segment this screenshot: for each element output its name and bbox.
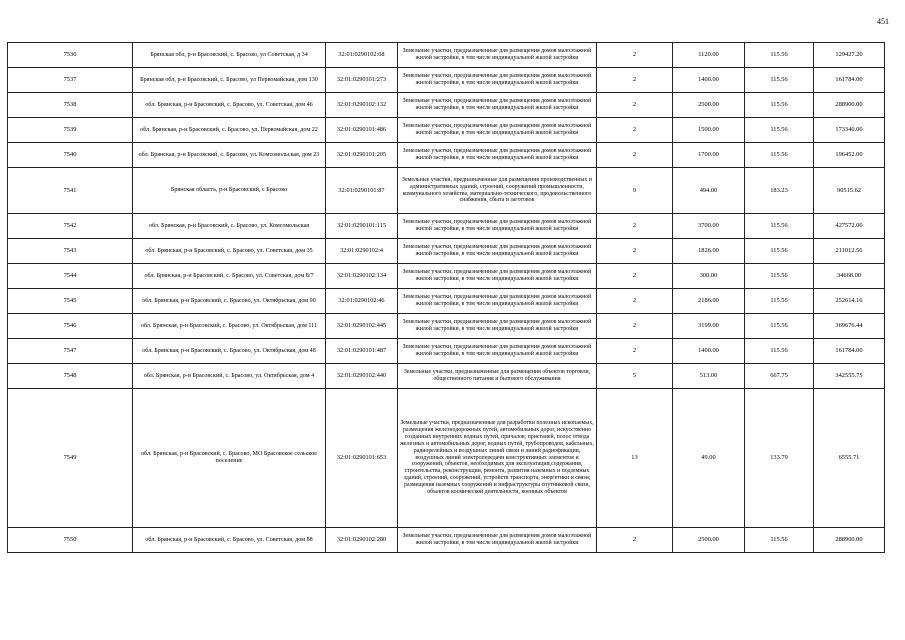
table-row — [8, 68, 885, 93]
table-row — [8, 289, 885, 314]
specific-value-cell: 183.23 — [745, 168, 814, 214]
group-cell: 2 — [597, 68, 673, 93]
group-cell: 2 — [597, 289, 673, 314]
cadastral-number-cell: 32:01:0290101:115 — [326, 214, 398, 239]
table-row — [8, 93, 885, 118]
table-row — [8, 168, 885, 214]
specific-value-cell: 667.75 — [745, 364, 814, 389]
area-cell: 513.00 — [673, 364, 745, 389]
address-cell: обл. Брянская, р-н Брасовский, с. Брасово, ул. Первомайская, дом 22 — [133, 118, 326, 143]
land-use-cell: Земельные участки, предназначенные для размещения домов малоэтажной жилой застройки, в том числе индивидуальной жилой застройки — [398, 239, 597, 264]
specific-value-cell: 115.56 — [745, 264, 814, 289]
row-number: 7540 — [8, 143, 133, 168]
address-cell: обл. Брянская, р-н Брасовский, с. Брасово, ул. Советская, дом 35 — [133, 239, 326, 264]
table-row — [8, 364, 885, 389]
area-cell: 3700.00 — [673, 214, 745, 239]
row-number: 7541 — [8, 168, 133, 214]
group-cell: 9 — [597, 168, 673, 214]
cadastral-value-cell: 196452.00 — [814, 143, 885, 168]
land-use-cell: Земельные участки, предназначенные для размещения производственных и административных зданий, строений, сооружений промышленности, коммунального хозяйства, материально-технического, продовольственного снабжения, сбыта и заготовок — [398, 168, 597, 214]
group-cell: 2 — [597, 93, 673, 118]
cadastral-value-cell: 161784.00 — [814, 339, 885, 364]
area-cell: 1500.00 — [673, 118, 745, 143]
cadastral-value-cell: 90515.62 — [814, 168, 885, 214]
area-cell: 1400.00 — [673, 68, 745, 93]
address-cell: обл. Брянская, р-н Брасовский, с. Брасово, ул. Октябрьская, дом 111 — [133, 314, 326, 339]
group-cell: 5 — [597, 364, 673, 389]
table-row — [8, 528, 885, 553]
area-cell: 1400.00 — [673, 339, 745, 364]
land-use-cell: Земельные участки, предназначенные для размещения объектов торговли, общественного питания и бытового обслуживания — [398, 364, 597, 389]
row-number: 7544 — [8, 264, 133, 289]
cadastral-number-cell: 32:01:0290102:280 — [326, 528, 398, 553]
specific-value-cell: 115.56 — [745, 289, 814, 314]
table-row — [8, 118, 885, 143]
specific-value-cell: 115.56 — [745, 339, 814, 364]
table-row — [8, 214, 885, 239]
table-row — [8, 389, 885, 528]
land-use-cell: Земельные участки, предназначенные для размещения домов малоэтажной жилой застройки, в том числе индивидуальной жилой застройки — [398, 289, 597, 314]
area-cell: 300.00 — [673, 264, 745, 289]
cadastral-value-cell: 34668.00 — [814, 264, 885, 289]
cadastral-value-table — [7, 42, 885, 553]
specific-value-cell: 115.56 — [745, 118, 814, 143]
row-number: 7550 — [8, 528, 133, 553]
specific-value-cell: 115.56 — [745, 143, 814, 168]
group-cell: 2 — [597, 143, 673, 168]
cadastral-number-cell: 32:01:0290101:205 — [326, 143, 398, 168]
address-cell: обл. Брянская, р-н Брасовский, с. Брасово, ул. Советская, дом 88 — [133, 528, 326, 553]
table-row — [8, 239, 885, 264]
cadastral-number-cell: 32:01:0290101:653 — [326, 389, 398, 528]
land-use-cell: Земельные участки, предназначенные для разработки полезных ископаемых, размещения железнодорожных путей, автомобильных дорог, искусственно созданных внутренних водных путей, причалов, пристаней, полос отвода железных и автомобильных дорог, водных путей, трубопроводов, кабельных, радиорелейных и воздушных линий связи и линий радиофикации, воздушных линий электропередачи конструктивных элементов и сооружений, объектов, необходимых для эксплуатации,содержания, строительства, реконструкции, ремонта, развития наземных и подземных зданий, строений, сооружений, устройств транспорта, энергетики и связи; размещения наземных сооружений и инфраструктуры спутниковой связи, объектов космической деятельности, военных объектов — [398, 389, 597, 528]
row-number: 7545 — [8, 289, 133, 314]
cadastral-value-cell: 288900.00 — [814, 93, 885, 118]
address-cell: обл. Брянская, р-н Брасовский, с. Брасово, МО Брасовское сельское поселение — [133, 389, 326, 528]
specific-value-cell: 115.56 — [745, 93, 814, 118]
cadastral-value-cell: 6555.71 — [814, 389, 885, 528]
specific-value-cell: 115.56 — [745, 314, 814, 339]
address-cell: обл. Брянская, р-н Брасовский, с. Брасово, ул. Октябрьская, дом 48 — [133, 339, 326, 364]
table-row — [8, 314, 885, 339]
specific-value-cell: 115.56 — [745, 528, 814, 553]
cadastral-value-cell: 161784.00 — [814, 68, 885, 93]
area-cell: 3199.00 — [673, 314, 745, 339]
land-use-cell: Земельные участки, предназначенные для размещения домов малоэтажной жилой застройки, в том числе индивидуальной жилой застройки — [398, 68, 597, 93]
cadastral-number-cell: 32:01:0290102:46 — [326, 289, 398, 314]
table-row — [8, 43, 885, 68]
specific-value-cell: 133.79 — [745, 389, 814, 528]
group-cell: 2 — [597, 264, 673, 289]
group-cell: 2 — [597, 43, 673, 68]
group-cell: 13 — [597, 389, 673, 528]
cadastral-number-cell: 32:01:0290102:132 — [326, 93, 398, 118]
row-number: 7543 — [8, 239, 133, 264]
cadastral-value-cell: 369676.44 — [814, 314, 885, 339]
address-cell: обл. Брянская, р-н Брасовский, с. Брасово, ул. Октябрьская, дом 90 — [133, 289, 326, 314]
cadastral-number-cell: 32:01:0290101:273 — [326, 68, 398, 93]
group-cell: 2 — [597, 239, 673, 264]
cadastral-number-cell: 32:01:0290102:68 — [326, 43, 398, 68]
area-cell: 49.00 — [673, 389, 745, 528]
row-number: 7549 — [8, 389, 133, 528]
group-cell: 2 — [597, 118, 673, 143]
address-cell: обл. Брянская, р-н Брасовский, с. Брасово, ул. Комсомольская — [133, 214, 326, 239]
cadastral-number-cell: 32:01:0290102:134 — [326, 264, 398, 289]
cadastral-value-cell: 252614.16 — [814, 289, 885, 314]
land-use-cell: Земельные участки, предназначенные для размещения домов малоэтажной жилой застройки, в том числе индивидуальной жилой застройки — [398, 118, 597, 143]
table-row — [8, 143, 885, 168]
row-number: 7546 — [8, 314, 133, 339]
page-number: 451 — [877, 17, 889, 26]
land-use-cell: Земельные участки, предназначенные для размещения домов малоэтажной жилой застройки, в том числе индивидуальной жилой застройки — [398, 528, 597, 553]
specific-value-cell: 115.56 — [745, 68, 814, 93]
land-use-cell: Земельные участки, предназначенные для размещения домов малоэтажной жилой застройки, в том числе индивидуальной жилой застройки — [398, 314, 597, 339]
group-cell: 2 — [597, 214, 673, 239]
cadastral-value-cell: 288900.00 — [814, 528, 885, 553]
specific-value-cell: 115.56 — [745, 214, 814, 239]
row-number: 7547 — [8, 339, 133, 364]
row-number: 7542 — [8, 214, 133, 239]
row-number: 7537 — [8, 68, 133, 93]
cadastral-value-cell: 427572.00 — [814, 214, 885, 239]
land-use-cell: Земельные участки, предназначенные для размещения домов малоэтажной жилой застройки, в том числе индивидуальной жилой застройки — [398, 93, 597, 118]
cadastral-number-cell: 32:01:0290102:4 — [326, 239, 398, 264]
address-cell: Брянская область, р-н Брасовский, с Брасово — [133, 168, 326, 214]
cadastral-number-cell: 32:01:0290101:487 — [326, 339, 398, 364]
cadastral-number-cell: 32:01:0290101:87 — [326, 168, 398, 214]
area-cell: 494.00 — [673, 168, 745, 214]
area-cell: 2186.00 — [673, 289, 745, 314]
group-cell: 2 — [597, 314, 673, 339]
row-number: 7536 — [8, 43, 133, 68]
cadastral-number-cell: 32:01:0290102:445 — [326, 314, 398, 339]
land-use-cell: Земельные участки, предназначенные для размещения домов малоэтажной жилой застройки, в том числе индивидуальной жилой застройки — [398, 264, 597, 289]
specific-value-cell: 115.56 — [745, 239, 814, 264]
area-cell: 1700.00 — [673, 143, 745, 168]
cadastral-value-cell: 173340.00 — [814, 118, 885, 143]
specific-value-cell: 115.56 — [745, 43, 814, 68]
land-use-cell: Земельные участки, предназначенные для размещения домов малоэтажной жилой застройки, в том числе индивидуальной жилой застройки — [398, 43, 597, 68]
address-cell: Брянская обл, р-н Брасовский, с. Брасово, ул Первомайская, дом 130 — [133, 68, 326, 93]
row-number: 7538 — [8, 93, 133, 118]
area-cell: 1826.00 — [673, 239, 745, 264]
address-cell: обл. Брянская, р-н Брасовский, с. Брасово, ул. Комсомольская, дом 23 — [133, 143, 326, 168]
address-cell: Брянская обл, р-н Брасовский, с. Брасово, ул Советская, д 34 — [133, 43, 326, 68]
address-cell: обл. Брянская, р-н Брасовский, с. Брасово, ул. Советская, дом 8/7 — [133, 264, 326, 289]
area-cell: 2500.00 — [673, 528, 745, 553]
land-use-cell: Земельные участки, предназначенные для размещения домов малоэтажной жилой застройки, в том числе индивидуальной жилой застройки — [398, 339, 597, 364]
group-cell: 2 — [597, 339, 673, 364]
cadastral-number-cell: 32:01:0290101:486 — [326, 118, 398, 143]
area-cell: 2500.00 — [673, 93, 745, 118]
address-cell: обл. Брянская, р-н Брасовский, с. Брасово, ул. Советская, дом 46 — [133, 93, 326, 118]
cadastral-value-cell: 342555.75 — [814, 364, 885, 389]
land-use-cell: Земельные участки, предназначенные для размещения домов малоэтажной жилой застройки, в том числе индивидуальной жилой застройки — [398, 143, 597, 168]
address-cell: обл. Брянская, р-н Брасовский, с. Брасово, ул. Октябрьская, дом 4 — [133, 364, 326, 389]
row-number: 7539 — [8, 118, 133, 143]
cadastral-value-cell: 129427.20 — [814, 43, 885, 68]
row-number: 7548 — [8, 364, 133, 389]
area-cell: 1120.00 — [673, 43, 745, 68]
land-use-cell: Земельные участки, предназначенные для размещения домов малоэтажной жилой застройки, в том числе индивидуальной жилой застройки — [398, 214, 597, 239]
table-row — [8, 339, 885, 364]
cadastral-number-cell: 32:01:0290102:440 — [326, 364, 398, 389]
table-row — [8, 264, 885, 289]
group-cell: 2 — [597, 528, 673, 553]
cadastral-value-cell: 211012.56 — [814, 239, 885, 264]
